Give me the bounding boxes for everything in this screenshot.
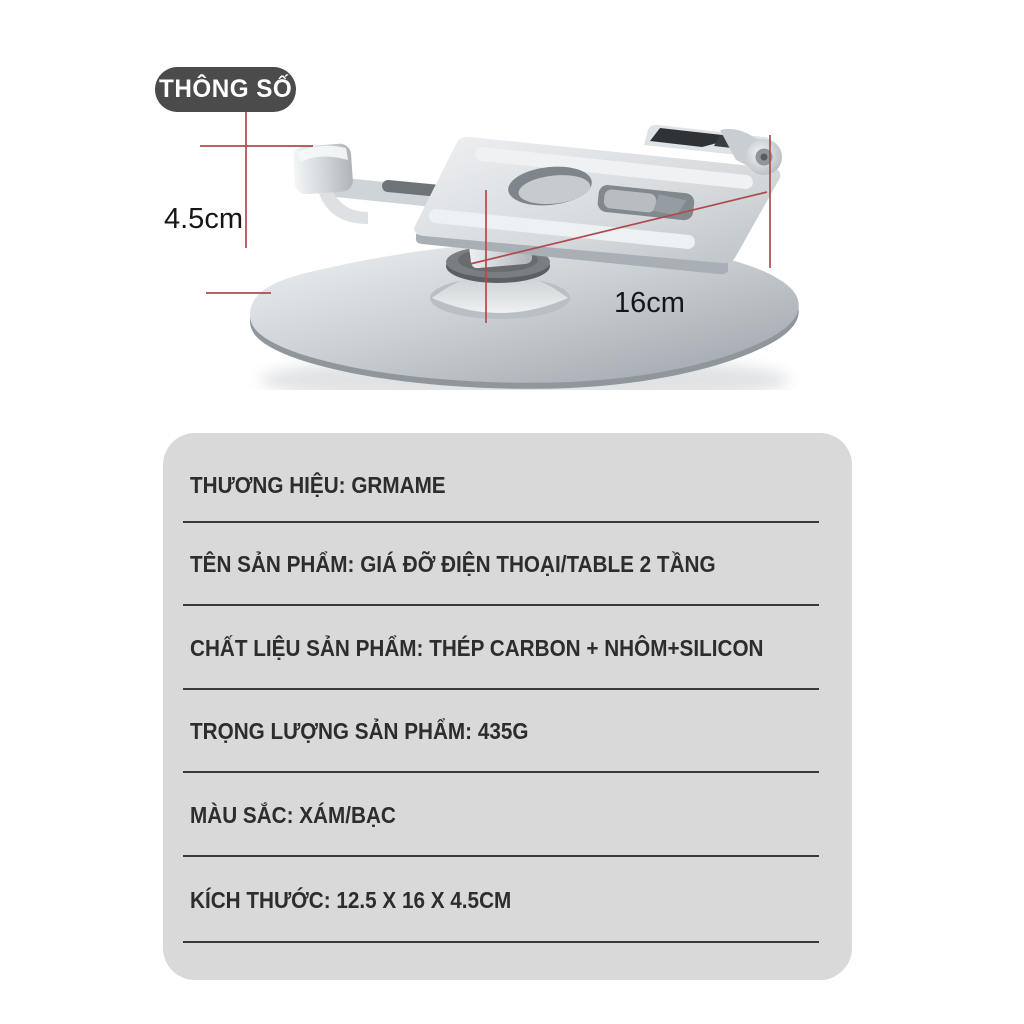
- spec-panel: [163, 433, 852, 980]
- spec-row-material: [163, 606, 852, 690]
- spec-row-product-name: [163, 523, 852, 606]
- product-photo: [180, 90, 830, 390]
- spec-text: THƯƠNG HIỆU: GRMAME: [190, 471, 446, 498]
- spec-text: TRỌNG LƯỢNG SẢN PHẨM: 435G: [190, 718, 529, 744]
- specs-badge-label: THÔNG SỐ: [158, 75, 293, 103]
- spec-text: TÊN SẢN PHẨM: GIÁ ĐỠ ĐIỆN THOẠI/TABLE 2 TẦNG: [190, 551, 716, 577]
- spec-text: CHẤT LIỆU SẢN PHẨM: THÉP CARBON + NHÔM+SILICON: [190, 634, 764, 661]
- phone-hook: [292, 143, 353, 195]
- spec-row-size: [163, 857, 852, 943]
- specs-badge: [155, 67, 296, 112]
- spec-row-color: [163, 773, 852, 857]
- height-dimension-label: 4.5cm: [164, 203, 243, 235]
- spec-row-brand: [163, 433, 852, 523]
- length-dimension-label: 16cm: [614, 287, 685, 319]
- spec-text: KÍCH THƯỚC: 12.5 X 16 X 4.5CM: [190, 886, 512, 913]
- spec-text: MÀU SẮC: XÁM/BẠC: [190, 801, 396, 828]
- row-divider: [183, 941, 819, 943]
- spec-row-weight: [163, 690, 852, 773]
